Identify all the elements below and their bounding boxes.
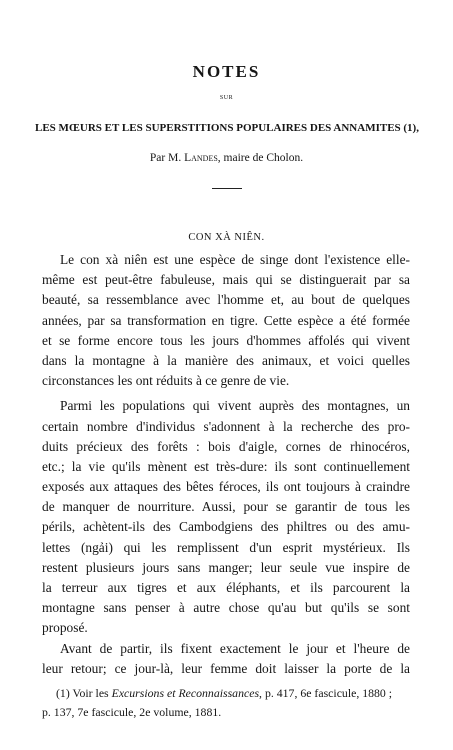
author-line	[0, 152, 453, 164]
body-line: proposé.	[42, 620, 88, 636]
footnote-work-title: Excursions et Reconnaissances	[111, 686, 260, 700]
body-line: leur retour; ce jour-là, leur femme doit laisser la porte de la	[42, 660, 410, 676]
body-line: circonstances les ont réduits à ce genre de vie.	[42, 373, 290, 389]
body-line: certain nombre d'individus s'adonnent à la recherche des pro-	[42, 418, 410, 434]
body-line: montagne sans penser à autre chose qu'au but qu'ils se sont	[42, 600, 410, 616]
body-text	[42, 250, 410, 679]
author-suffix: , maire de Cholon.	[217, 152, 304, 164]
body-line: et se forme encore tous les jours d'hommes affolés qui vivent	[42, 332, 410, 348]
body-line: etc.; la vie qu'ils mènent est très-dure: ils sont continuellement	[42, 458, 410, 474]
body-line: restent plusieurs jours sans manger; leur seule vue inspire de	[42, 559, 410, 575]
body-line: lettes (ngải) qui les remplissent d'un esprit mystérieux. Ils	[42, 539, 410, 555]
footnote-line: p. 137, 7e fascicule, 2e volume, 1881.	[42, 705, 222, 719]
section-heading: CON XÀ NIÊN.	[188, 232, 265, 243]
body-line: périls, achètent-ils des Cambodgiens des philtres ou des amu-	[42, 519, 410, 535]
title-connector: SUR	[219, 95, 234, 101]
body-line: Le con xà niên est une espèce de singe dont l'existence elle-	[60, 252, 410, 267]
body-line: la terreur aux tigres et aux éléphants, et ils parcourent la	[42, 580, 410, 595]
body-line: beauté, sa ressemblance avec l'homme et, au bout de quelques	[42, 292, 410, 308]
page-subtitle: LES MŒURS ET LES SUPERSTITIONS POPULAIRES DES ANNAMITES (1),	[35, 122, 419, 134]
footnote	[42, 684, 410, 722]
footnote-text: , p. 417, 6e fascicule, 1880 ;	[259, 686, 393, 700]
body-line: même est peut-être fabuleuse, mais qui se distinguerait par sa	[42, 272, 410, 288]
body-line: Avant de partir, ils fixent exactement le jour et l'heure de	[60, 640, 410, 656]
footnote-text: (1) Voir les	[56, 686, 112, 700]
body-line: exposés aux attaques des bêtes féroces, ils ont toujours à craindre	[42, 479, 410, 495]
author-prefix: Par M.	[149, 152, 185, 164]
title-divider	[212, 188, 242, 189]
body-line: dans la montagne à la manière des animaux, et voici quelles	[42, 352, 410, 368]
body-line: Parmi les populations qui vivent auprès des montagnes, un	[60, 398, 410, 414]
author-name: Landes	[184, 152, 218, 164]
page-title: NOTES	[192, 62, 261, 81]
body-line: duits précieux des forêts : bois d'aigle, cornes de rhinocéros,	[42, 438, 410, 454]
footnote-line	[42, 684, 410, 703]
body-line: années, par sa transformation en tigre. Cette espèce a été formée	[42, 312, 410, 328]
body-line: de manquer de nourriture. Aussi, pour se garantir de tous les	[42, 499, 410, 515]
